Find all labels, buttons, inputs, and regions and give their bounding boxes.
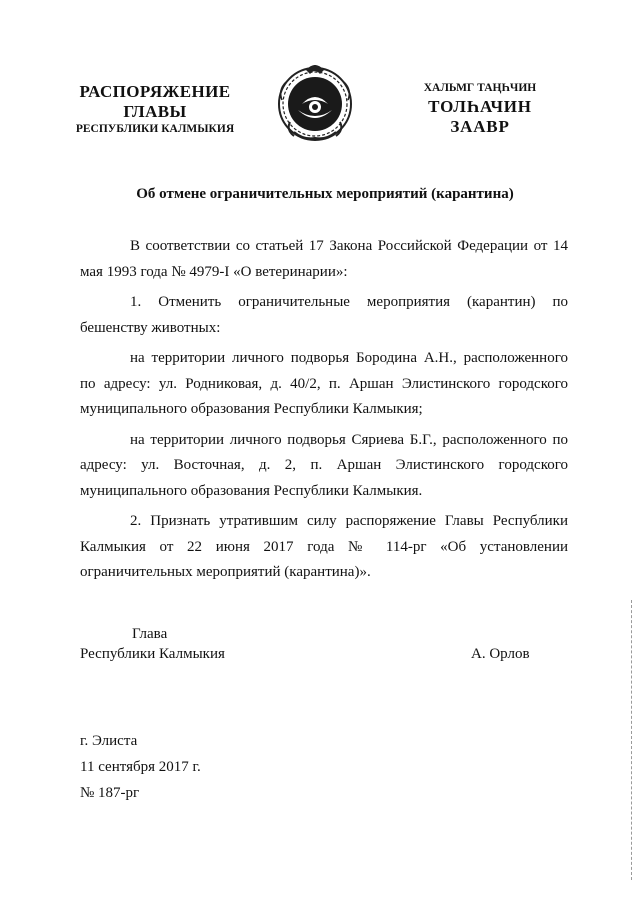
scan-edge-mark: [630, 600, 632, 880]
paragraph-item-2: 2. Признать утратившим силу распоряжение Главы Республики Калмыкия от 22 июня 2017 года № 114-рг «Об установлении ограничительных мероприятий (карантина)».: [80, 513, 568, 580]
document-body: [80, 234, 568, 586]
header-left-line1: РАСПОРЯЖЕНИЕ: [79, 82, 231, 101]
header-left-line3: РЕСПУБЛИКИ КАЛМЫКИЯ: [75, 123, 235, 136]
paragraph-preamble: В соответствии со статьей 17 Закона Российской Федерации от 14 мая 1993 года № 4979-I «О ветеринарии»:: [80, 238, 568, 280]
footer-number: № 187-рг: [80, 785, 140, 801]
paragraph-item-1: 1. Отменить ограничительные мероприятия (карантин) по бешенству животных:: [80, 294, 568, 336]
header-right-line1: ХАЛЬМГ ТАҢҺЧИН: [423, 82, 537, 94]
header-left-line2: ГЛАВЫ: [123, 101, 187, 121]
paragraph-location-2: на территории личного подворья Сяриева Б.Г., расположенного по адресу: ул. Восточная, д. 2, п. Аршан Элистинского городского муниципального образования Республики Калмыкия.: [80, 431, 568, 499]
footer-date: 11 сентября 2017 г.: [80, 759, 201, 775]
signature-name: А. Орлов: [471, 646, 530, 662]
document-title: Об отмене ограничительных мероприятий (карантина): [136, 186, 514, 202]
signature-position: [80, 624, 225, 664]
header-right-line3: ЗААВР: [450, 116, 510, 136]
header-right-line2: ТОЛҺАЧИН: [428, 97, 532, 117]
document-footer: [80, 728, 201, 806]
kalmykia-coat-of-arms-icon: [276, 60, 354, 146]
signature-position-line1: Глава: [132, 626, 168, 642]
paragraph-location-1: на территории личного подворья Бородина А.Н., расположенного по адресу: ул. Родниковая, д. 40/2, п. Аршан Элистинского городского муниципального образования Республики Калмыкия;: [80, 350, 568, 417]
header-left-block: [70, 82, 240, 136]
header-right-block: [405, 82, 555, 136]
footer-city: г. Элиста: [80, 733, 138, 749]
signature-position-line2: Республики Калмыкия: [80, 646, 225, 662]
